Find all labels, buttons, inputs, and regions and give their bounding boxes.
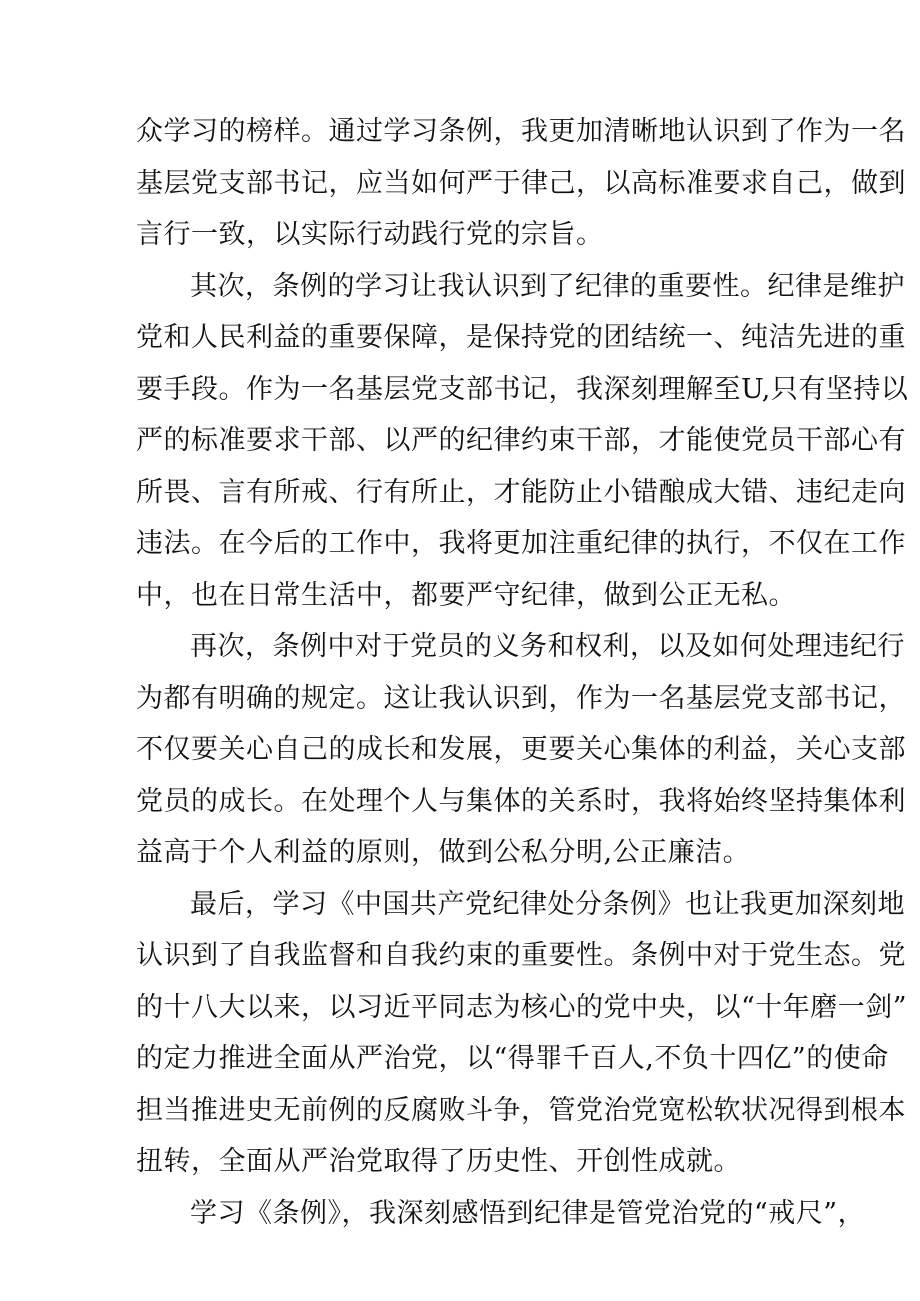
text-line: 学习《条例》，我深刻感悟到纪律是管党治党的“戒尺”， xyxy=(190,1197,866,1229)
text-line: 扭转，全面从严治党取得了历史性、开创性成就。 xyxy=(136,1146,741,1177)
text-line: 严的标准要求干部、以严的纪律约束干部，才能使党员干部心有 xyxy=(136,425,906,456)
document-body xyxy=(136,106,909,1239)
text-line: 要手段。作为一名基层党支部书记，我深刻理解至U,只有坚持以 xyxy=(136,373,909,405)
text-line: 的定力推进全面从严治党，以“得罪千百人,不负十四亿”的使命 xyxy=(136,1043,889,1074)
paragraph-2 xyxy=(136,261,909,622)
text-line: 担当推进史无前例的反腐败斗争，管党治党宽松软状况得到根本 xyxy=(136,1094,906,1126)
paragraph-4 xyxy=(136,879,908,1188)
text-line: 党员的成长。在处理个人与集体的关系时，我将始终坚持集体利 xyxy=(136,785,906,817)
text-line: 再次，条例中对于党员的义务和权利，以及如何处理违纪行 xyxy=(190,631,905,662)
text-line: 不仅要关心自己的成长和发展，更要关心集体的利益，关心支部 xyxy=(136,734,906,765)
paragraph-1 xyxy=(136,106,906,261)
text-line: 最后，学习《中国共产党纪律处分条例》也让我更加深刻地 xyxy=(190,888,905,920)
text-line: 违法。在今后的工作中，我将更加注重纪律的执行，不仅在工作 xyxy=(136,528,906,559)
text-line: 基层党支部书记，应当如何严于律己，以高标准要求自己，做到 xyxy=(136,167,906,199)
text-line: 言行一致，以实际行动践行党的宗旨。 xyxy=(136,219,604,250)
text-line: 益高于个人利益的原则，做到公私分明,公正廉洁。 xyxy=(136,837,751,868)
text-line: 所畏、言有所戒、行有所止，才能防止小错酿成大错、违纪走向 xyxy=(136,476,906,508)
text-line: 认识到了自我监督和自我约束的重要性。条例中对于党生态。党 xyxy=(136,940,906,971)
text-line: 众学习的榜样。通过学习条例，我更加清晰地认识到了作为一名 xyxy=(136,116,906,147)
text-line: 的十八大以来，以习近平同志为核心的党中央，以“十年磨一剑” xyxy=(136,991,908,1023)
text-line: 中，也在日常生活中，都要严守纪律，做到公正无私。 xyxy=(136,579,796,611)
text-line: 党和人民利益的重要保障，是保持党的团结统一、纯洁先进的重 xyxy=(136,322,906,353)
text-line: 为都有明确的规定。这让我认识到，作为一名基层党支部书记， xyxy=(136,682,906,714)
paragraph-5 xyxy=(136,1188,866,1240)
text-line: 其次，条例的学习让我认识到了纪律的重要性。纪律是维护 xyxy=(190,270,905,302)
paragraph-3 xyxy=(136,621,906,879)
